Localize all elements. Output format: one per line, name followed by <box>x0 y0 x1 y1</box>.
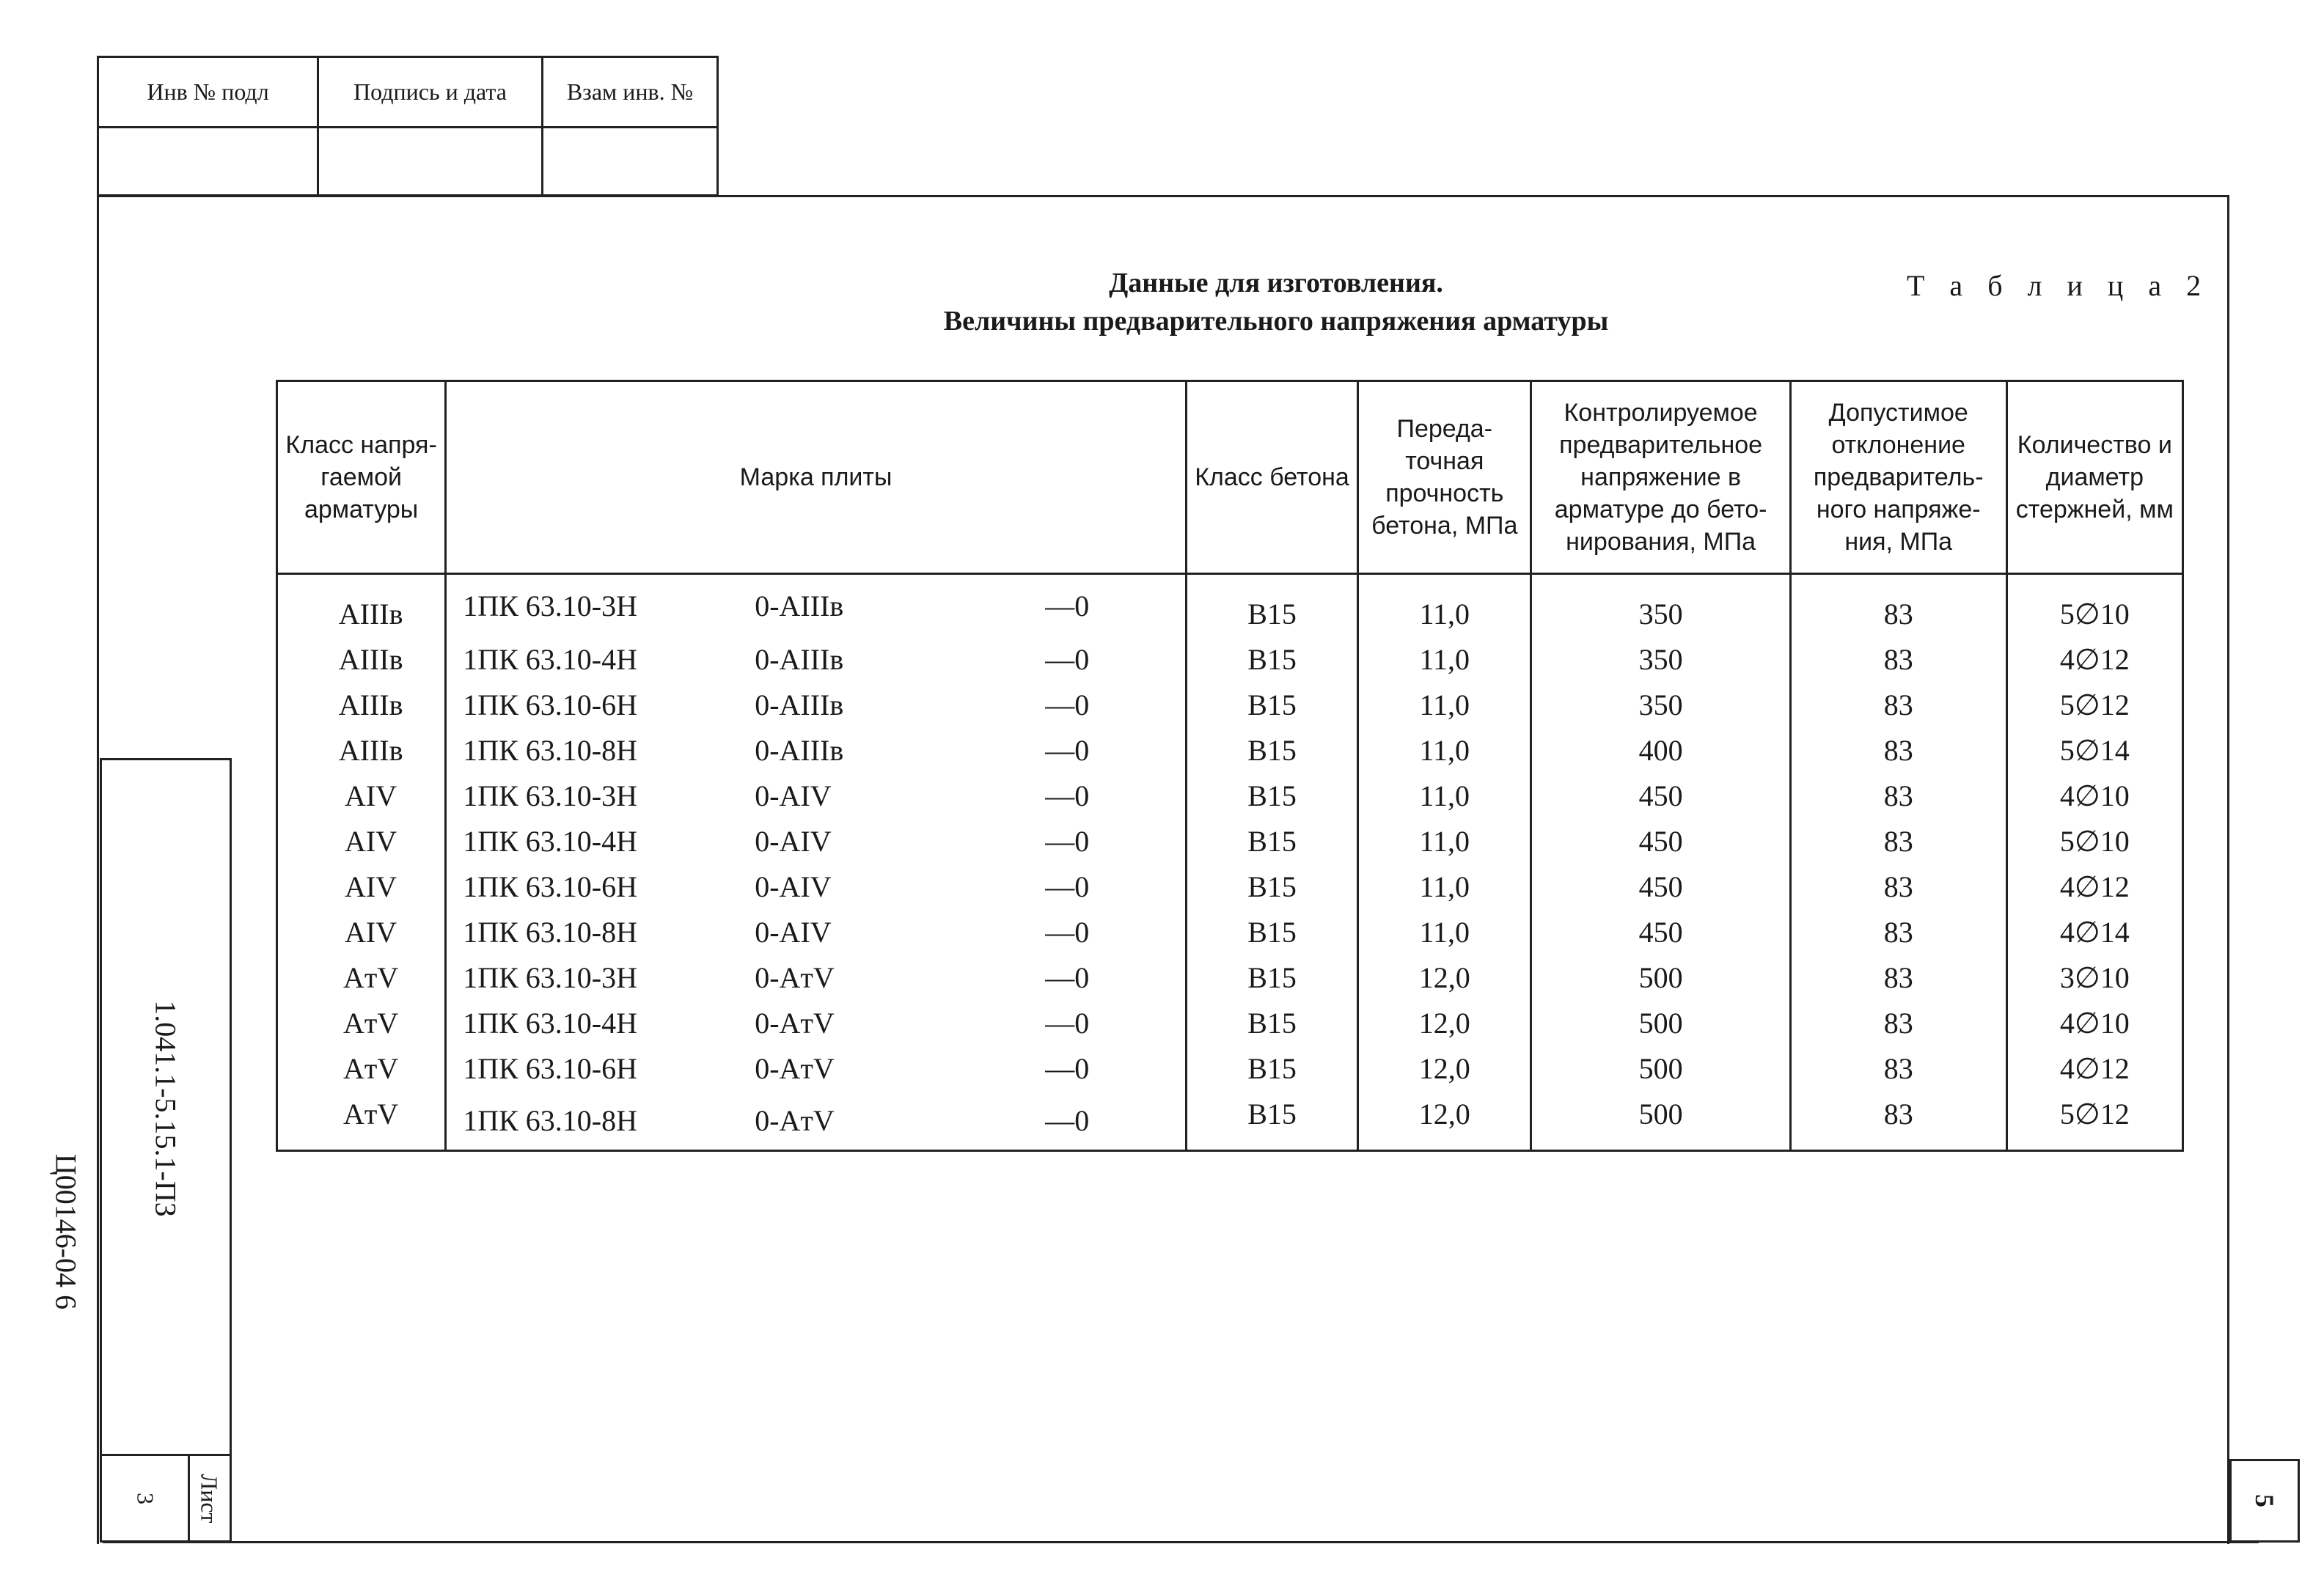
cell-rods: 5∅10 <box>2006 818 2182 864</box>
cell-mark <box>446 574 1187 637</box>
cell-stress: 500 <box>1531 1045 1790 1091</box>
cell-class: AтV <box>277 1045 446 1091</box>
stamp-cell-replace <box>543 128 716 194</box>
mark-part-m2: 0-AтV <box>755 1051 835 1085</box>
cell-concrete: B15 <box>1186 574 1357 637</box>
cell-stress: 350 <box>1531 682 1790 727</box>
cell-class: AIV <box>277 864 446 909</box>
cell-concrete: B15 <box>1186 864 1357 909</box>
cell-concrete: B15 <box>1186 1045 1357 1091</box>
cell-class: AтV <box>277 1091 446 1151</box>
table-row <box>277 773 2183 818</box>
mark-part-m2: 0-AтV <box>755 1006 835 1040</box>
cell-deviation: 83 <box>1790 1045 2006 1091</box>
table-row <box>277 1091 2183 1151</box>
title-line-1: Данные для изготовления. <box>1109 268 1443 298</box>
cell-deviation: 83 <box>1790 1091 2006 1151</box>
mark-part-m3: —0 <box>1045 960 1090 994</box>
cell-concrete: B15 <box>1186 1091 1357 1151</box>
page-number-box <box>2229 1459 2300 1543</box>
cell-class: AIV <box>277 818 446 864</box>
table-row <box>277 682 2183 727</box>
cell-concrete: B15 <box>1186 909 1357 955</box>
stamp-header-replace: Взам инв. № <box>543 58 716 128</box>
cell-deviation: 83 <box>1790 909 2006 955</box>
cell-mark <box>446 682 1187 727</box>
cell-strength: 12,0 <box>1358 1091 1531 1151</box>
mark-part-m1: 1ПК 63.10-4Н <box>463 824 637 858</box>
mark-part-m3: —0 <box>1045 870 1090 903</box>
mark-part-m2: 0-AIIIв <box>755 589 844 622</box>
stamp-cell-signature <box>319 128 543 194</box>
mark-part-m1: 1ПК 63.10-3Н <box>463 589 637 622</box>
header-concrete: Класс бетона <box>1186 381 1357 574</box>
table-row <box>277 909 2183 955</box>
cell-stress: 350 <box>1531 636 1790 682</box>
cell-strength: 11,0 <box>1358 773 1531 818</box>
cell-stress: 450 <box>1531 818 1790 864</box>
table-row <box>277 636 2183 682</box>
cell-mark <box>446 955 1187 1000</box>
cell-rods: 4∅12 <box>2006 1045 2182 1091</box>
cell-rods: 5∅10 <box>2006 574 2182 637</box>
cell-rods: 4∅10 <box>2006 773 2182 818</box>
cell-stress: 450 <box>1531 864 1790 909</box>
cell-concrete: B15 <box>1186 1000 1357 1045</box>
header-strength: Переда- точная прочность бетона, МПа <box>1358 381 1531 574</box>
cell-deviation: 83 <box>1790 574 2006 637</box>
cell-deviation: 83 <box>1790 682 2006 727</box>
table-row <box>277 955 2183 1000</box>
mark-part-m1: 1ПК 63.10-6Н <box>463 688 637 721</box>
cell-mark <box>446 864 1187 909</box>
table-number: Т а б л и ц а 2 <box>1907 269 2210 302</box>
document-title <box>660 264 1892 340</box>
table-row <box>277 864 2183 909</box>
header-rods: Количество и диаметр стержней, мм <box>2006 381 2182 574</box>
cell-mark <box>446 1091 1187 1151</box>
stamp-header-inv: Инв № подл <box>99 58 319 128</box>
cell-rods: 5∅12 <box>2006 682 2182 727</box>
side-sheet-number-text: 3 <box>132 1492 158 1504</box>
cell-concrete: B15 <box>1186 636 1357 682</box>
cell-rods: 5∅12 <box>2006 1091 2182 1151</box>
page-number: 5 <box>2250 1494 2279 1507</box>
cell-deviation: 83 <box>1790 864 2006 909</box>
mark-part-m2: 0-AIV <box>755 870 832 903</box>
cell-strength: 12,0 <box>1358 1000 1531 1045</box>
mark-part-m2: 0-AIIIв <box>755 733 844 767</box>
header-mark: Марка плиты <box>446 381 1187 574</box>
cell-class: AтV <box>277 1000 446 1045</box>
cell-class: AIIIв <box>277 727 446 773</box>
mark-part-m3: —0 <box>1045 1051 1090 1085</box>
mark-part-m2: 0-AтV <box>755 1103 835 1137</box>
cell-rods: 4∅12 <box>2006 864 2182 909</box>
cell-strength: 12,0 <box>1358 955 1531 1000</box>
cell-strength: 11,0 <box>1358 727 1531 773</box>
cell-stress: 500 <box>1531 1091 1790 1151</box>
cell-class: AIIIв <box>277 574 446 637</box>
mark-part-m3: —0 <box>1045 915 1090 949</box>
mark-part-m3: —0 <box>1045 642 1090 676</box>
mark-part-m2: 0-AIV <box>755 779 832 812</box>
side-sheet-number <box>102 1454 190 1540</box>
stamp-header-signature: Подпись и дата <box>319 58 543 128</box>
cell-concrete: B15 <box>1186 727 1357 773</box>
table-row <box>277 727 2183 773</box>
cell-class: AIV <box>277 773 446 818</box>
table-row <box>277 1045 2183 1091</box>
side-doc-code-text: 1.041.1-5.15.1-ПЗ <box>149 1000 183 1217</box>
approval-stamp <box>97 56 719 196</box>
cell-rods: 4∅10 <box>2006 1000 2182 1045</box>
cell-concrete: B15 <box>1186 818 1357 864</box>
table-row <box>277 574 2183 637</box>
cell-deviation: 83 <box>1790 1000 2006 1045</box>
cell-concrete: B15 <box>1186 955 1357 1000</box>
cell-deviation: 83 <box>1790 818 2006 864</box>
cell-strength: 11,0 <box>1358 864 1531 909</box>
cell-mark <box>446 727 1187 773</box>
cell-mark <box>446 636 1187 682</box>
cell-stress: 400 <box>1531 727 1790 773</box>
cell-concrete: B15 <box>1186 682 1357 727</box>
cell-rods: 4∅12 <box>2006 636 2182 682</box>
cell-class: AIIIв <box>277 682 446 727</box>
header-class: Класс напря- гаемой арматуры <box>277 381 446 574</box>
mark-part-m2: 0-AIV <box>755 824 832 858</box>
cell-class: AIV <box>277 909 446 955</box>
archive-code <box>44 1153 88 1310</box>
cell-stress: 350 <box>1531 574 1790 637</box>
title-line-2: Величины предварительного напряжения арматуры <box>943 306 1609 337</box>
mark-part-m3: —0 <box>1045 779 1090 812</box>
side-sheet-label <box>188 1454 230 1540</box>
archive-code-text: Ц00146-04 6 <box>49 1153 83 1310</box>
cell-strength: 11,0 <box>1358 909 1531 955</box>
mark-part-m2: 0-AIV <box>755 915 832 949</box>
cell-rods: 4∅14 <box>2006 909 2182 955</box>
mark-part-m1: 1ПК 63.10-3Н <box>463 779 637 812</box>
mark-part-m1: 1ПК 63.10-6Н <box>463 870 637 903</box>
cell-strength: 11,0 <box>1358 636 1531 682</box>
cell-mark <box>446 1045 1187 1091</box>
mark-part-m1: 1ПК 63.10-8Н <box>463 733 637 767</box>
mark-part-m1: 1ПК 63.10-8Н <box>463 915 637 949</box>
stamp-cell-inv <box>99 128 319 194</box>
cell-rods: 5∅14 <box>2006 727 2182 773</box>
cell-stress: 450 <box>1531 773 1790 818</box>
mark-part-m1: 1ПК 63.10-4Н <box>463 642 637 676</box>
mark-part-m3: —0 <box>1045 1103 1090 1137</box>
cell-deviation: 83 <box>1790 955 2006 1000</box>
table-row <box>277 818 2183 864</box>
cell-deviation: 83 <box>1790 727 2006 773</box>
sheet-frame-bottom <box>103 1541 2259 1543</box>
mark-part-m3: —0 <box>1045 1006 1090 1040</box>
mark-part-m3: —0 <box>1045 688 1090 721</box>
table-row <box>277 1000 2183 1045</box>
cell-deviation: 83 <box>1790 773 2006 818</box>
cell-stress: 500 <box>1531 955 1790 1000</box>
cell-strength: 11,0 <box>1358 682 1531 727</box>
mark-part-m3: —0 <box>1045 824 1090 858</box>
cell-stress: 450 <box>1531 909 1790 955</box>
header-deviation: Допустимое отклонение предваритель- ного напряже- ния, МПа <box>1790 381 2006 574</box>
header-stress: Контролируемое предварительное напряжение в арматуре до бето- нирования, МПа <box>1531 381 1790 574</box>
cell-deviation: 83 <box>1790 636 2006 682</box>
mark-part-m3: —0 <box>1045 733 1090 767</box>
cell-class: AтV <box>277 955 446 1000</box>
mark-part-m2: 0-AIIIв <box>755 642 844 676</box>
mark-part-m1: 1ПК 63.10-8Н <box>463 1103 637 1137</box>
cell-strength: 11,0 <box>1358 574 1531 637</box>
cell-stress: 500 <box>1531 1000 1790 1045</box>
table-header-row <box>277 381 2183 574</box>
side-doc-code <box>102 760 230 1457</box>
mark-part-m1: 1ПК 63.10-3Н <box>463 960 637 994</box>
mark-part-m1: 1ПК 63.10-4Н <box>463 1006 637 1040</box>
cell-mark <box>446 909 1187 955</box>
side-sheet-label-text: Лист <box>196 1473 222 1523</box>
cell-concrete: B15 <box>1186 773 1357 818</box>
prestress-table <box>276 380 2184 1152</box>
cell-strength: 11,0 <box>1358 818 1531 864</box>
mark-part-m1: 1ПК 63.10-6Н <box>463 1051 637 1085</box>
mark-part-m2: 0-AтV <box>755 960 835 994</box>
cell-class: AIIIв <box>277 636 446 682</box>
cell-rods: 3∅10 <box>2006 955 2182 1000</box>
cell-mark <box>446 1000 1187 1045</box>
mark-part-m2: 0-AIIIв <box>755 688 844 721</box>
cell-mark <box>446 773 1187 818</box>
cell-strength: 12,0 <box>1358 1045 1531 1091</box>
cell-mark <box>446 818 1187 864</box>
side-stamp <box>100 758 232 1543</box>
mark-part-m3: —0 <box>1045 589 1090 622</box>
